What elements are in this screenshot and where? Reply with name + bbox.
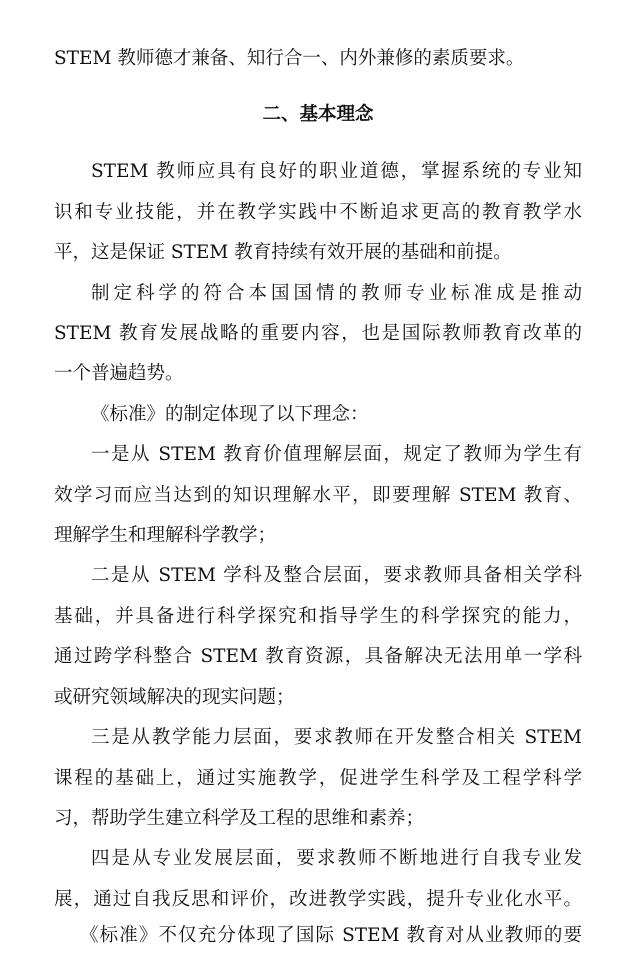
body-text-line: 展，通过自我反思和评价，改进教学实践，提升专业化水平。 (54, 889, 582, 910)
body-text-line: 一是从 STEM 教育价值理解层面，规定了教师为学生有 (91, 444, 582, 465)
body-text-line: 理解学生和理解科学教学； (54, 525, 277, 546)
body-text-line: 三是从教学能力层面，要求教师在开发整合相关 STEM (91, 727, 582, 748)
body-text-line: 通过跨学科整合 STEM 教育资源，具备解决无法用单一学科 (54, 646, 582, 667)
body-text-line: 效学习而应当达到的知识理解水平，即要理解 STEM 教育、 (54, 485, 582, 506)
body-text-line: 《标准》的制定体现了以下理念： (91, 404, 369, 425)
body-text-line: STEM 教师德才兼备、知行合一、内外兼修的素质要求。 (54, 48, 525, 69)
body-text-line: STEM 教育发展战略的重要内容，也是国际教师教育改革的 (54, 323, 582, 344)
body-text-line: 平，这是保证 STEM 教育持续有效开展的基础和前提。 (54, 242, 512, 263)
body-text-line: 基础，并具备进行科学探究和指导学生的科学探究的能力， (54, 606, 582, 627)
body-text-line: 二是从 STEM 学科及整合层面，要求教师具备相关学科 (91, 565, 582, 586)
body-text-line: 《标准》不仅充分体现了国际 STEM 教育对从业教师的要 (80, 925, 582, 946)
body-text-line: 课程的基础上，通过实施教学，促进学生科学及工程学科学 (54, 768, 582, 789)
body-text-line: 识和专业技能，并在教学实践中不断追求更高的教育教学水 (54, 202, 582, 223)
section-heading: 二、基本理念 (262, 104, 374, 125)
body-text-line: 或研究领域解决的现实问题； (54, 687, 295, 708)
body-text-line: 习，帮助学生建立科学及工程的思维和素养； (54, 808, 425, 829)
body-text-line: 四是从专业发展层面，要求教师不断地进行自我专业发 (91, 848, 582, 869)
body-text-line: STEM 教师应具有良好的职业道德，掌握系统的专业知 (91, 161, 582, 182)
body-text-line: 一个普遍趋势。 (54, 363, 184, 384)
body-text-line: 制定科学的符合本国国情的教师专业标准成是推动 (91, 283, 582, 304)
